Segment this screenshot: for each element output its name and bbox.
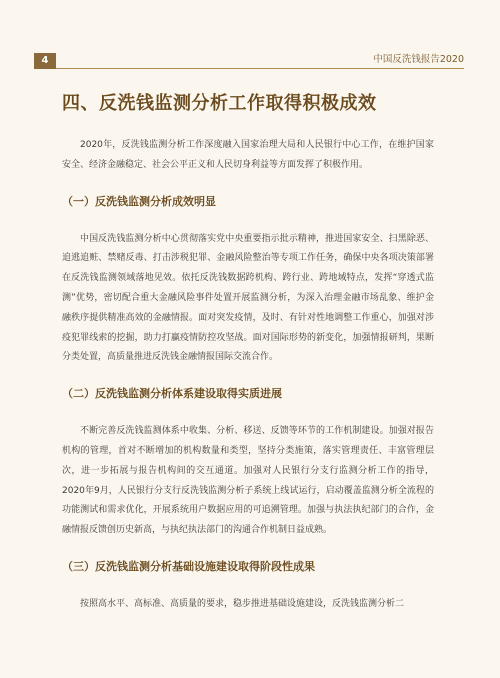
section-title: 四、反洗钱监测分析工作取得积极成效 [62,93,377,114]
spacer [62,210,434,230]
page-number-badge: 4 [34,53,56,69]
subsection-paragraph-3: 按照高水平、高标准、高质量的要求，稳步推进基础设施建设，反洗钱监测分析二 [80,598,405,609]
spacer [62,176,434,194]
intro-paragraph: 2020年，反洗钱监测分析工作深度融入国家治理大局和人民银行中心工作，在维护国家安全、经济金融稳定、社会公平正义和人民切身利益等方面发挥了积极作用。 [62,140,434,170]
page-header [34,53,464,69]
subsection-paragraph-1: 中国反洗钱监测分析中心贯彻落实党中央重要指示批示精神，推进国家安全、扫黑除恶、追逃追赃、禁赌反毒、打击涉税犯罪、金融风险整治等专项工作任务，确保中央各项决策部署在反洗钱监测领域落地见效。依托反洗钱数据跨机构、跨行业、跨地域特点，发挥“穿透式监测”优势，密切配合重大金融风险事件处置开展监测分析，为深入治理金融市场乱象、维护金融秩序提供精准高效的金融情报。面对突发疫情，及时、有针对性地调整工作重心，加强对涉疫犯罪线索的挖掘，助力打赢疫情防控攻坚战。面对国际形势的新变化，加强情报研判，果断分类处置，高质量推进反洗钱金融情报国际交流合作。 [62,233,434,363]
spacer [62,575,434,595]
spacer [62,402,434,422]
subsection-title-3: （三）反洗钱监测分析基础设施建设取得阶段性成果 [62,559,315,573]
subsection-title-2: （二）反洗钱监测分析体系建设取得实质进展 [62,387,282,401]
page-body [62,92,434,615]
header-rule [56,68,464,69]
subsection-paragraph-2: 不断完善反洗钱监测体系中收集、分析、移送、反馈等环节的工作机制建设。加强对报告机构的管理，首对不断增加的机构数量和类型，坚持分类施策，落实管理责任、丰富管理层次，进一步拓展与报告机构间的交互通道。加强对人民银行分支行监测分析工作的指导，2020年9月，人民银行分支行反洗钱监测分析子系统上线试运行，启动覆盖监测分析全流程的功能测试和需求优化，开展系统用户数据应用的可追溯管理。加强与执法执纪部门的合作，金融情报反馈创历史新高，与执纪执法部门的沟通合作机制日益成熟。 [62,426,434,536]
spacer [62,541,434,559]
running-title: 中国反洗钱报告2020 [373,54,464,65]
spacer [62,368,434,386]
subsection-title-1: （一）反洗钱监测分析成效明显 [62,194,216,208]
